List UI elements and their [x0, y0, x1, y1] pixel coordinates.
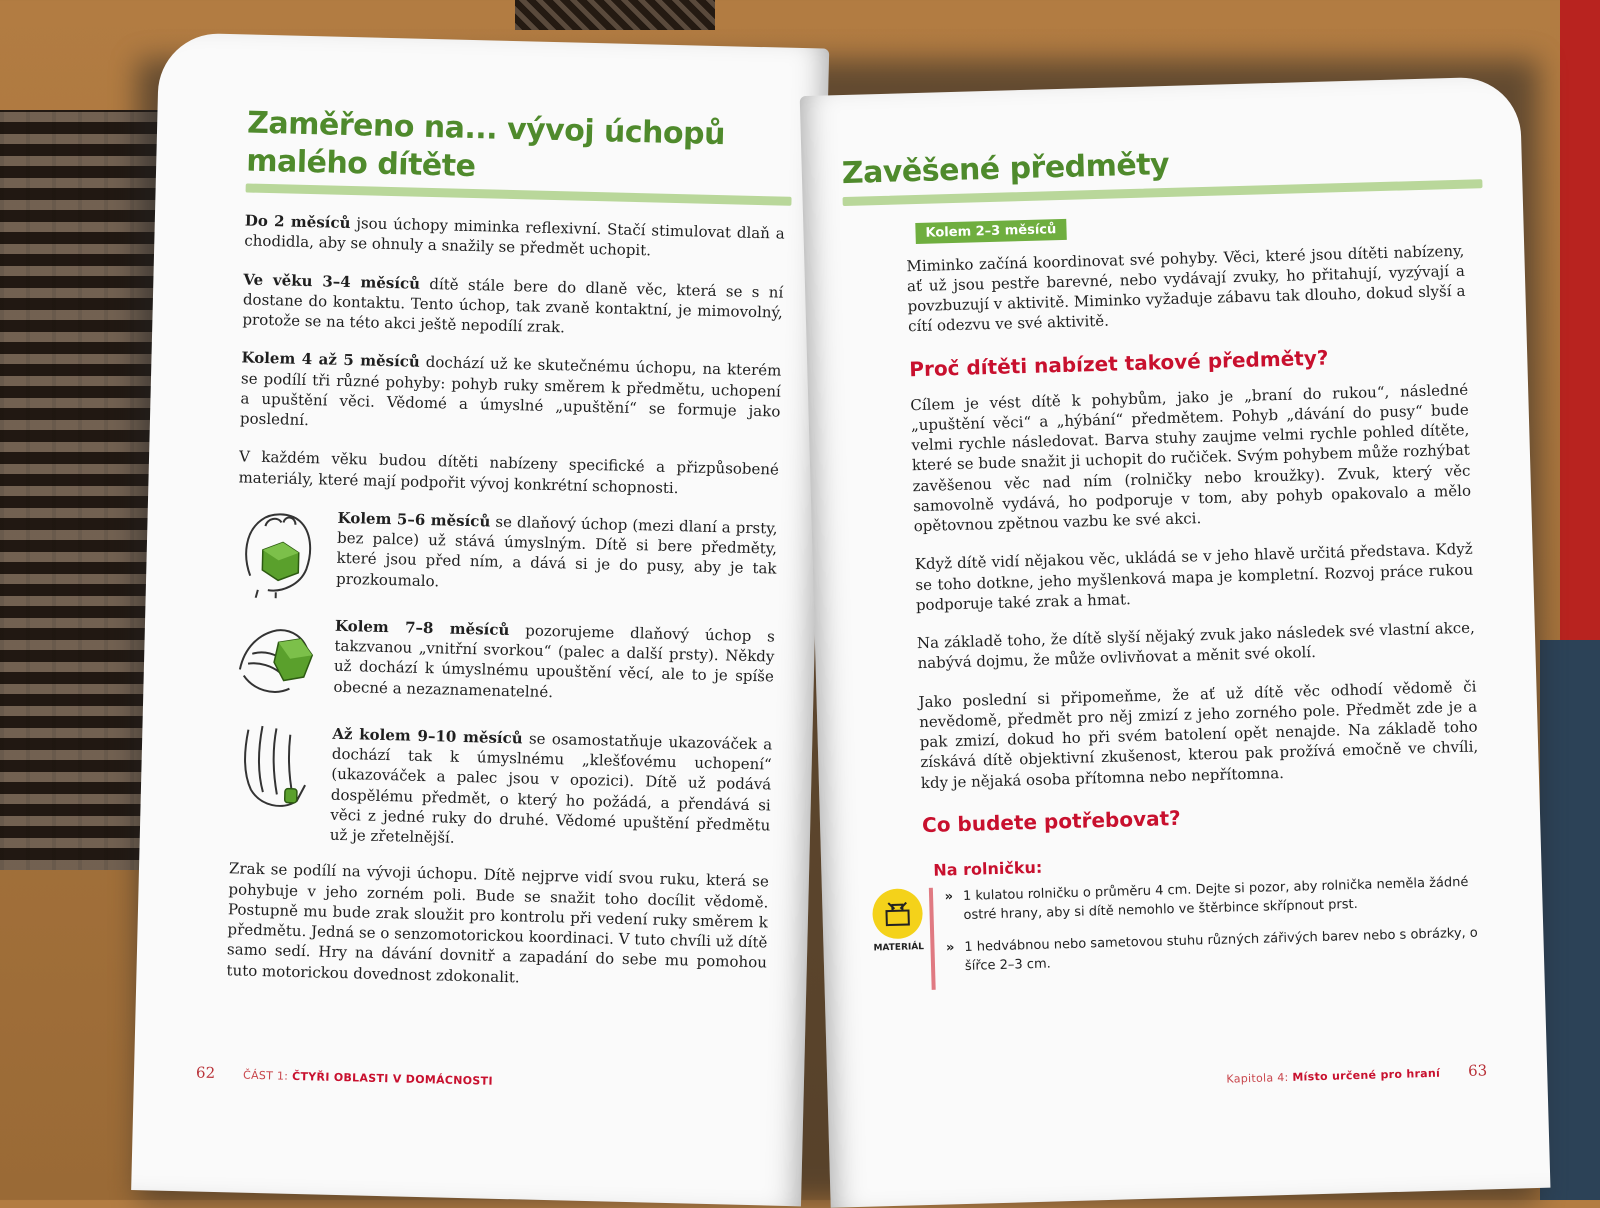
why-paragraph-4: Jako poslední si připomeňme, že ať už dítě věc odhodí vědomě či nevědomě, předmět pro něj zmizí z jeho zorného pole. Předmět zde je a pak zmizí, dokud ho při svém batolení opět nenajde. Na základě toho získává dítě objektivní zkušenost, kterou pak prožívá emočně ve chvíli, kdy je nějaká osoba přítomna nebo nepřítomna.	[918, 677, 1479, 792]
age-badge: Kolem 2–3 měsíců	[915, 218, 1066, 243]
grasp-text-5-6	[336, 508, 778, 600]
paragraph-text: pozorujeme dlaňový úchop s takzvanou „vnitřní svorkou“ (palec a další prsty). Někdy už dochází k úmyslnému upouštění věcí, ale to je spíše obecné a nezaznamenatelné.	[333, 620, 776, 701]
grasp-text-7-8	[333, 616, 775, 708]
left-page-title: Zaměřeno na... vývoj úchopů malého dítěte	[245, 105, 726, 184]
page-number: 63	[1467, 1061, 1488, 1080]
heading-need: Co budete potřebovat?	[921, 805, 1182, 837]
red-object	[1560, 0, 1600, 640]
age-label: Kolem 5–6 měsíců	[337, 508, 491, 531]
list-item	[944, 872, 1482, 926]
material-list	[928, 872, 1484, 989]
grasp-row-9-10	[230, 721, 773, 856]
age-label: Do 2 měsíců	[244, 211, 351, 233]
intro-paragraph: Miminko začíná koordinovat své pohyby. Věci, které jsou dítěti nabízeny, ať už jsou pestře barevné, nebo vydávají zvuky, ho přitahují, vyzývají a povzbuzují v aktivitě. Miminko vyžaduje zábavu tak dlouho, dokud slyší a cítí odezvu ve své aktivitě.	[906, 241, 1466, 336]
arrow-icon: »	[945, 939, 955, 956]
palm-grasp-illustration	[236, 505, 324, 599]
right-body	[844, 240, 1466, 338]
chapter-title: Místo určené pro hraní	[1292, 1066, 1441, 1084]
paragraph-text: dochází už ke skutečnému úchopu, na kterém se podílí tři různé pohyby: pohyb ruky směrem k předmětu, uchopení a upuštění věci. Vědomé a úmyslné „upuštění“ se formuje jako poslední.	[239, 353, 782, 430]
grasp-row-7-8	[233, 613, 775, 718]
paragraph-2-months	[244, 210, 785, 264]
arrow-icon: »	[944, 888, 954, 905]
paragraph-text: dítě stále bere do dlaně věc, která se s ní dostane do kontaktu. Tento úchop, tak zvaně kontaktní, je mimovolný, protože se na této akci ještě nepodílí zrak.	[242, 274, 784, 337]
paragraph-text: jsou úchopy miminka reflexivní. Stačí stimulovat dlaň a chodidla, aby se ohnuly a snažily se předmět uchopit.	[244, 214, 785, 260]
why-paragraph-1: Cílem je vést dítě k pohybům, jako je „braní do rukou“, následné „upuštění věci“ a „hýbání“ předmětem. Pohyb „dávání do pusy“ bude velmi rychle následovat. Barva stuhy zaujme velmi rychle pohled dítěte, které se bude snažit ji uchopit do ručiček. Svým pohybem může rozhýbat zavěšenou věc nad ním (rolničky nebo kroužky). Zvuk, který věc samovolně vydává, ho podporuje v tom, aby pohyb opakovalo a mělo opětovnou zpětnou vazbu ke své akci.	[910, 380, 1472, 536]
paragraph-4-5-months	[240, 348, 782, 442]
list-item-text: 1 hedvábnou nebo sametovou stuhu různých zářivých barev nebo s obrázky, o šířce 2–3 cm.	[964, 925, 1478, 975]
age-label: Kolem 7–8 měsíců	[334, 616, 510, 639]
grasp-text-9-10	[330, 724, 773, 856]
right-page-footer	[1226, 1061, 1487, 1086]
part-prefix: ČÁST 1:	[242, 1068, 293, 1083]
list-item	[946, 923, 1484, 977]
why-section	[848, 379, 1479, 794]
part-label	[243, 1069, 493, 1088]
pincer-grasp-illustration	[230, 721, 318, 815]
blue-cloth	[1540, 640, 1600, 1200]
subheading-bell: Na rolničku:	[933, 857, 1043, 880]
paragraph-3-4-months	[242, 269, 783, 343]
clamp-grasp-illustration	[233, 613, 321, 707]
toolbox-icon-graphic	[882, 898, 913, 929]
age-label: Až kolem 9–10 měsíců	[332, 724, 523, 748]
age-label: Ve věku 3–4 měsíců	[243, 269, 421, 293]
paragraph-text: se dlaňový úchop (mezi dlaní a prsty, bez palce) už stává úmyslným. Dítě si bere předměty, které jsou před ním, a dává si je do pusy, aby je tak prozkoumalo.	[335, 512, 778, 590]
right-page-title: Zavěšené předměty	[841, 146, 1170, 192]
chapter-label	[1226, 1067, 1440, 1086]
part-title: ČTYŘI OBLASTI V DOMÁCNOSTI	[291, 1069, 493, 1088]
age-label: Kolem 4 až 5 měsíců	[241, 348, 421, 372]
left-page-footer	[196, 1064, 493, 1089]
material-badge	[872, 888, 924, 953]
toolbox-icon	[872, 888, 923, 939]
paragraph-vision: Zrak se podílí na vývoji úchopu. Dítě nejprve vidí svou ruku, která se pohybuje v jeho zorném poli. Bude se snažit toho docílit vědomě. Postupně mu bude zrak sloužit pro kontrolu při vedení ruky směrem k předmětu. Jedná se o senzomotorickou koordinaci. V tuto chvíli už dítě samo sedí. Hry na dávání dovnitř a zapadání do sebe mu pomohou tuto motorickou dovednost zdokonalit.	[226, 859, 770, 986]
paragraph-materials: V každém věku budou dítěti nabízeny specifické a přizpůsobené materiály, které mají podpořit vývoj konkrétní schopnosti.	[238, 447, 780, 497]
grasp-row-5-6	[236, 505, 778, 610]
chapter-prefix: Kapitola 4:	[1226, 1070, 1293, 1086]
woven-placemat-top	[515, 0, 715, 30]
paragraph-text: se osamostatňuje ukazováček a dochází tak k úmyslnému „klešťovému uchopení“ (ukazováček a palec jsou v opozici). Dítě už podává dospělému předmět, o který ho požádá, a přendává si věci z jedné ruky do druhé. Vědomé upuštění předmětu už je zřetelnější.	[329, 729, 773, 847]
material-caption: MATERIÁL	[873, 941, 925, 954]
material-box	[872, 872, 1485, 991]
left-page	[131, 32, 829, 1206]
heading-why: Proč dítěti nabízet takové předměty?	[909, 345, 1329, 381]
why-paragraph-2: Když dítě vidí nějakou věc, ukládá se v jeho hlavě určitá představa. Když se toho dotkne, jeho myšlenková mapa je kompletní. Rozvoj práce rukou podporuje také zrak a hmat.	[914, 539, 1474, 614]
why-paragraph-3: Na základě toho, že dítě slyší nějaký zvuk jako následek své vlastní akce, nabývá dojmu, že může ovlivňovat a měnit své okolí.	[916, 618, 1476, 673]
list-item-text: 1 kulatou rolničku o průměru 4 cm. Dejte si pozor, aby rolnička neměla žádné ostré hrany, aby si dítě nemohlo ve štěrbince skřípnout prst.	[962, 874, 1469, 924]
right-page	[800, 76, 1551, 1208]
woven-placemat	[0, 110, 160, 870]
page-number: 62	[195, 1063, 216, 1082]
